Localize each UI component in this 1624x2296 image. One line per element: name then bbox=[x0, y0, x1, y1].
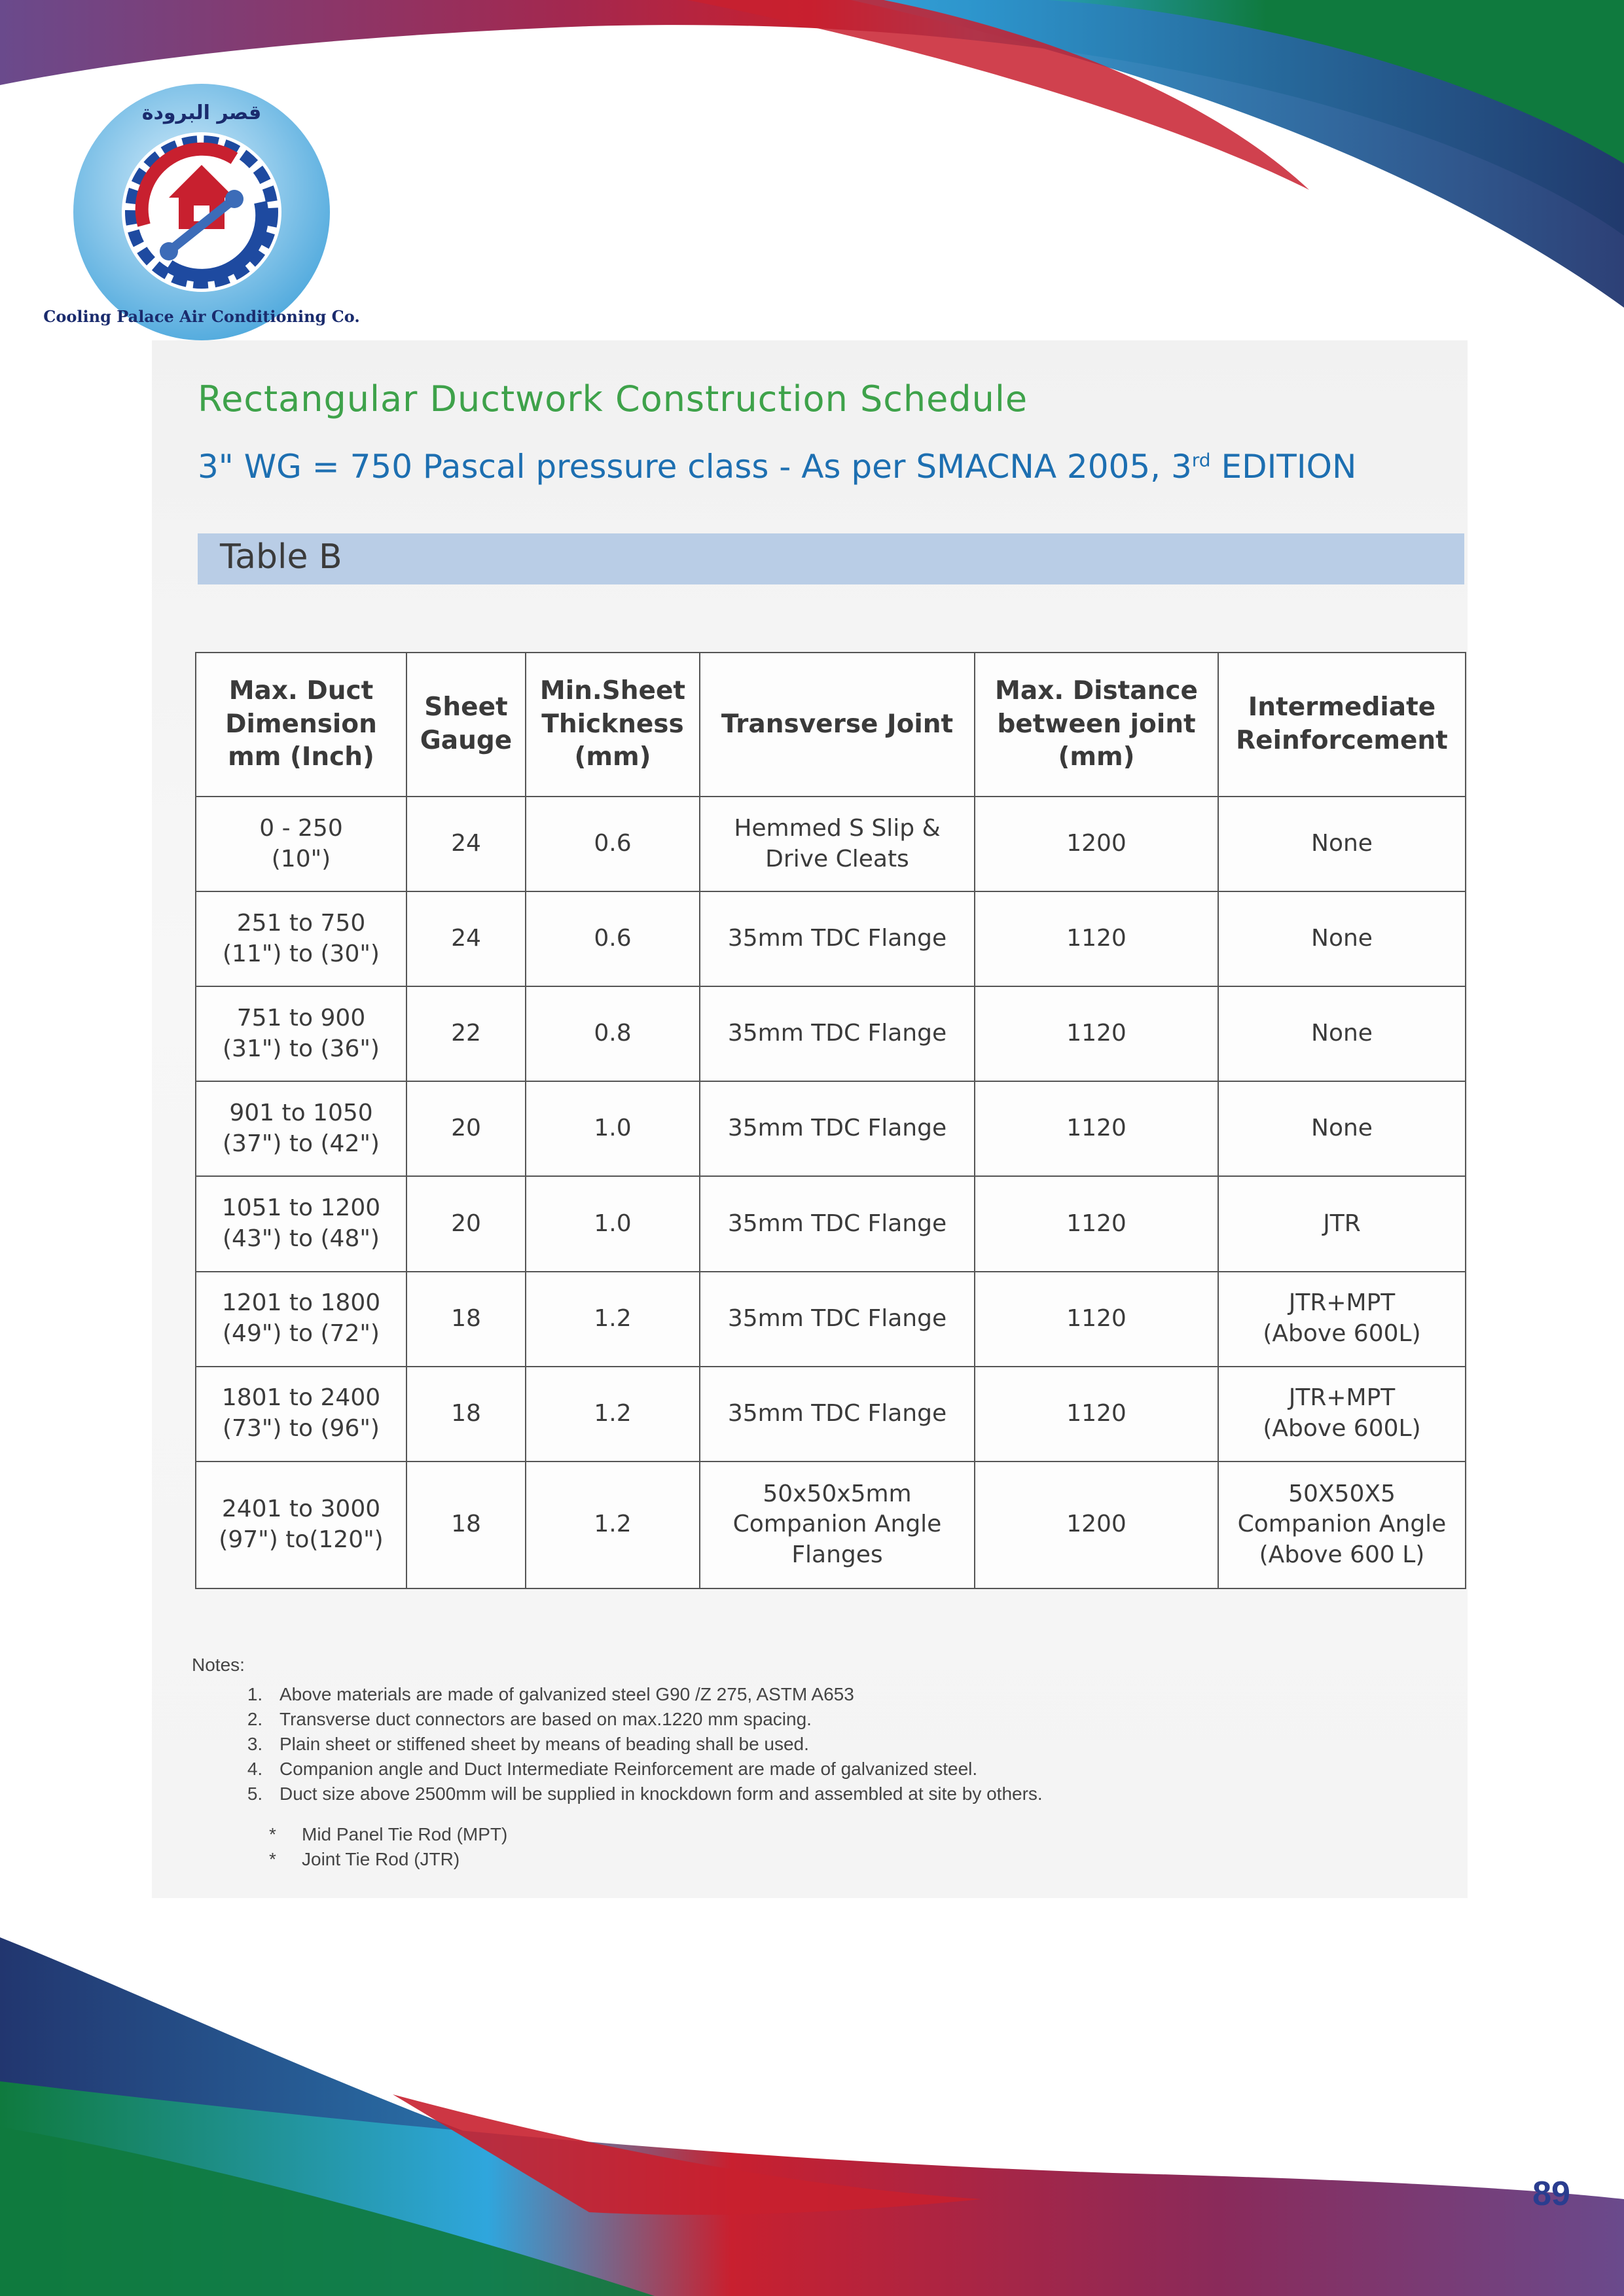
note-item: 1. Above materials are made of galvanized steel G90 /Z 275, ASTM A653 bbox=[268, 1682, 1370, 1707]
cell-dimension: 1801 to 2400 (73") to (96") bbox=[196, 1367, 406, 1462]
table-label-banner bbox=[198, 533, 1464, 584]
subtitle-main: 3" WG = 750 Pascal pressure class - As per SMACNA 2005, 3 bbox=[198, 448, 1192, 486]
svg-text:Cooling Palace Air Conditionin: Cooling Palace Air Conditioning Co. bbox=[43, 307, 360, 326]
notes-heading: Notes: bbox=[192, 1655, 245, 1675]
document-title: Rectangular Ductwork Construction Schedule bbox=[198, 378, 1028, 420]
cell-gauge: 22 bbox=[406, 986, 526, 1081]
cell-gauge: 18 bbox=[406, 1272, 526, 1367]
document-subtitle bbox=[198, 448, 1356, 486]
cell-gauge: 24 bbox=[406, 891, 526, 986]
abbreviation-item bbox=[269, 1822, 1370, 1847]
cell-reinforcement: None bbox=[1218, 1081, 1466, 1176]
cell-distance: 1120 bbox=[975, 1081, 1218, 1176]
cell-gauge: 18 bbox=[406, 1367, 526, 1462]
header-transverse-joint: Transverse Joint bbox=[700, 653, 975, 797]
cell-gauge: 18 bbox=[406, 1462, 526, 1588]
cell-distance: 1120 bbox=[975, 986, 1218, 1081]
abbreviation-text: Mid Panel Tie Rod (MPT) bbox=[302, 1824, 508, 1844]
cell-reinforcement: JTR+MPT (Above 600L) bbox=[1218, 1367, 1466, 1462]
cell-thickness: 0.6 bbox=[526, 891, 700, 986]
header-max-distance: Max. Distance between joint (mm) bbox=[975, 653, 1218, 797]
table-row bbox=[196, 1367, 1466, 1462]
subtitle-end: EDITION bbox=[1210, 448, 1357, 486]
cell-thickness: 1.2 bbox=[526, 1462, 700, 1588]
cell-distance: 1200 bbox=[975, 1462, 1218, 1588]
cell-thickness: 1.2 bbox=[526, 1367, 700, 1462]
notes-list bbox=[192, 1682, 1370, 1806]
table-row bbox=[196, 1081, 1466, 1176]
cell-thickness: 1.2 bbox=[526, 1272, 700, 1367]
cell-gauge: 20 bbox=[406, 1176, 526, 1271]
footer-wave-decoration bbox=[0, 1924, 1624, 2296]
cell-dimension: 1051 to 1200 (43") to (48") bbox=[196, 1176, 406, 1271]
cell-distance: 1120 bbox=[975, 891, 1218, 986]
cell-dimension: 0 - 250 (10") bbox=[196, 797, 406, 891]
cell-dimension: 901 to 1050 (37") to (42") bbox=[196, 1081, 406, 1176]
cell-thickness: 0.6 bbox=[526, 797, 700, 891]
abbreviation-list bbox=[192, 1822, 1370, 1872]
cell-gauge: 20 bbox=[406, 1081, 526, 1176]
table-row bbox=[196, 1462, 1466, 1588]
cell-reinforcement: None bbox=[1218, 891, 1466, 986]
cell-distance: 1120 bbox=[975, 1367, 1218, 1462]
cell-joint: 35mm TDC Flange bbox=[700, 1081, 975, 1176]
bullet-star: * bbox=[269, 1824, 276, 1844]
header-min-sheet-thickness: Min.Sheet Thickness (mm) bbox=[526, 653, 700, 797]
cell-joint: 35mm TDC Flange bbox=[700, 1176, 975, 1271]
header-max-duct-dimension: Max. Duct Dimension mm (Inch) bbox=[196, 653, 406, 797]
note-item: 5. Duct size above 2500mm will be supplied in knockdown form and assembled at site by others. bbox=[268, 1782, 1370, 1806]
cell-joint: 50x50x5mm Companion Angle Flanges bbox=[700, 1462, 975, 1588]
header-intermediate-reinforcement: Intermediate Reinforcement bbox=[1218, 653, 1466, 797]
cell-distance: 1120 bbox=[975, 1176, 1218, 1271]
cell-joint: Hemmed S Slip & Drive Cleats bbox=[700, 797, 975, 891]
table-row bbox=[196, 797, 1466, 891]
cell-reinforcement: JTR bbox=[1218, 1176, 1466, 1271]
header-sheet-gauge: Sheet Gauge bbox=[406, 653, 526, 797]
construction-schedule-table bbox=[195, 652, 1466, 1589]
notes-section bbox=[192, 1655, 1370, 1872]
table-header-row bbox=[196, 653, 1466, 797]
cell-dimension: 1201 to 1800 (49") to (72") bbox=[196, 1272, 406, 1367]
svg-text:قصر البرودة: قصر البرودة bbox=[141, 101, 262, 124]
cell-thickness: 1.0 bbox=[526, 1081, 700, 1176]
abbreviation-text: Joint Tie Rod (JTR) bbox=[302, 1849, 460, 1869]
cell-joint: 35mm TDC Flange bbox=[700, 986, 975, 1081]
cell-dimension: 751 to 900 (31") to (36") bbox=[196, 986, 406, 1081]
company-seal-icon bbox=[43, 81, 360, 343]
cell-reinforcement: 50X50X5 Companion Angle (Above 600 L) bbox=[1218, 1462, 1466, 1588]
cell-reinforcement: JTR+MPT (Above 600L) bbox=[1218, 1272, 1466, 1367]
cell-distance: 1120 bbox=[975, 1272, 1218, 1367]
note-item: 4. Companion angle and Duct Intermediate Reinforcement are made of galvanized steel. bbox=[268, 1757, 1370, 1782]
cell-joint: 35mm TDC Flange bbox=[700, 1367, 975, 1462]
note-item: 2. Transverse duct connectors are based on max.1220 mm spacing. bbox=[268, 1707, 1370, 1732]
abbreviation-item bbox=[269, 1847, 1370, 1872]
cell-reinforcement: None bbox=[1218, 986, 1466, 1081]
bullet-star: * bbox=[269, 1849, 276, 1869]
cell-gauge: 24 bbox=[406, 797, 526, 891]
cell-thickness: 1.0 bbox=[526, 1176, 700, 1271]
table-row bbox=[196, 891, 1466, 986]
cell-dimension: 251 to 750 (11") to (30") bbox=[196, 891, 406, 986]
table-row bbox=[196, 1176, 1466, 1271]
cell-joint: 35mm TDC Flange bbox=[700, 891, 975, 986]
cell-thickness: 0.8 bbox=[526, 986, 700, 1081]
table-label: Table B bbox=[220, 537, 342, 577]
cell-reinforcement: None bbox=[1218, 797, 1466, 891]
cell-distance: 1200 bbox=[975, 797, 1218, 891]
note-item: 3. Plain sheet or stiffened sheet by means of beading shall be used. bbox=[268, 1732, 1370, 1757]
table-row bbox=[196, 1272, 1466, 1367]
cell-joint: 35mm TDC Flange bbox=[700, 1272, 975, 1367]
cell-dimension: 2401 to 3000 (97") to(120") bbox=[196, 1462, 406, 1588]
page-number: 89 bbox=[1532, 2175, 1570, 2213]
subtitle-superscript: rd bbox=[1191, 449, 1211, 471]
table-row bbox=[196, 986, 1466, 1081]
